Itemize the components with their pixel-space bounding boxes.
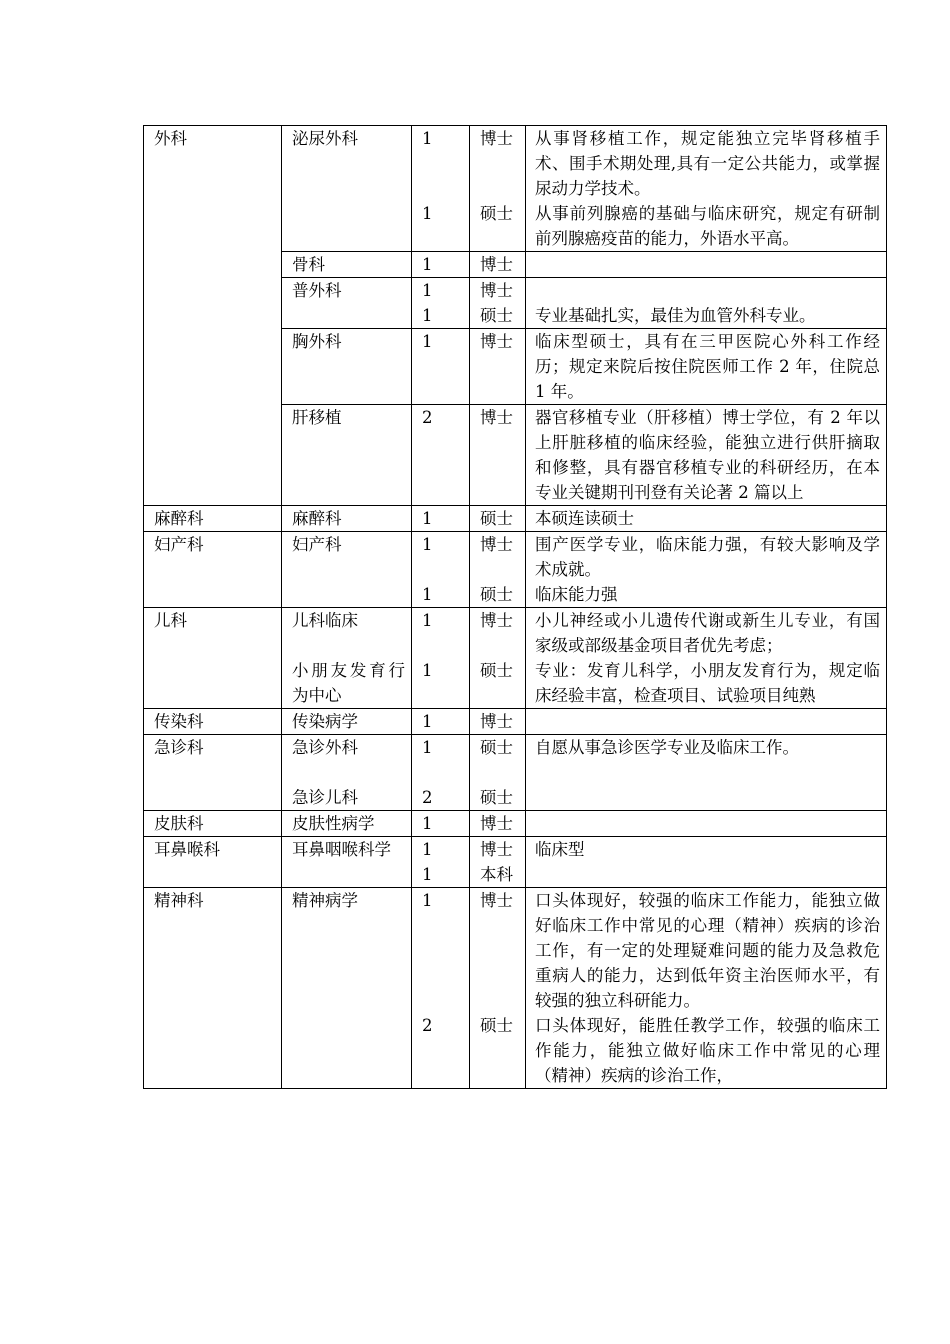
requirement-cell	[526, 811, 887, 837]
department-cell: 皮肤科	[144, 811, 282, 837]
headcount-cell: 1 1	[412, 278, 470, 329]
degree-cell: 硕士 硕士	[470, 735, 526, 811]
subdepartment-cell: 急诊外科 急诊儿科	[282, 735, 412, 811]
recruitment-table	[143, 125, 887, 1089]
headcount-cell: 1	[412, 252, 470, 278]
department-cell: 外科	[144, 126, 282, 506]
degree-cell: 博士 硕士	[470, 608, 526, 709]
headcount-cell: 1 1	[412, 126, 470, 252]
degree-cell: 博士	[470, 405, 526, 506]
subdepartment-cell: 泌尿外科	[282, 126, 412, 252]
headcount-cell: 1 2	[412, 888, 470, 1089]
degree-cell: 博士 硕士	[470, 532, 526, 608]
subdepartment-cell: 胸外科	[282, 329, 412, 405]
degree-cell: 博士	[470, 329, 526, 405]
table-row	[144, 608, 887, 709]
table-row	[144, 709, 887, 735]
department-cell: 妇产科	[144, 532, 282, 608]
requirement-cell: 口头体现好，较强的临床工作能力，能独立做好临床工作中常见的心理（精神）疾病的诊治工作，有一定的处理疑难问题的能力及急救危重病人的能力，达到低年资主治医师水平，有较强的独立科研能力。 口头体现好，能胜任教学工作，较强的临床工作能力，能独立做好临床工作中常见的心理（精神）疾病的诊治工作，	[526, 888, 887, 1089]
subdepartment-cell: 妇产科	[282, 532, 412, 608]
requirement-cell: 临床型	[526, 837, 887, 888]
department-cell: 急诊科	[144, 735, 282, 811]
degree-cell: 博士	[470, 811, 526, 837]
requirement-cell: 本硕连读硕士	[526, 506, 887, 532]
department-cell: 传染科	[144, 709, 282, 735]
table-row	[144, 837, 887, 888]
table-row	[144, 888, 887, 1089]
department-cell: 麻醉科	[144, 506, 282, 532]
subdepartment-cell: 肝移植	[282, 405, 412, 506]
department-cell: 精神科	[144, 888, 282, 1089]
headcount-cell: 1 1	[412, 532, 470, 608]
degree-cell: 博士	[470, 252, 526, 278]
table-row	[144, 735, 887, 811]
requirement-cell: 围产医学专业，临床能力强，有较大影响及学术成就。 临床能力强	[526, 532, 887, 608]
requirement-cell	[526, 709, 887, 735]
degree-cell: 博士 硕士	[470, 126, 526, 252]
headcount-cell: 1	[412, 329, 470, 405]
headcount-cell: 1 1	[412, 837, 470, 888]
table-row	[144, 506, 887, 532]
subdepartment-cell: 骨科	[282, 252, 412, 278]
headcount-cell: 2	[412, 405, 470, 506]
table-row	[144, 811, 887, 837]
subdepartment-cell: 麻醉科	[282, 506, 412, 532]
department-cell: 耳鼻喉科	[144, 837, 282, 888]
table-row	[144, 532, 887, 608]
subdepartment-cell: 普外科	[282, 278, 412, 329]
table-row	[144, 126, 887, 252]
subdepartment-cell: 皮肤性病学	[282, 811, 412, 837]
headcount-cell: 1	[412, 811, 470, 837]
degree-cell: 博士	[470, 709, 526, 735]
degree-cell: 博士 硕士	[470, 888, 526, 1089]
requirement-cell: 从事肾移植工作，规定能独立完毕肾移植手术、围手术期处理,具有一定公共能力，或掌握尿动力学技术。 从事前列腺癌的基础与临床研究，规定有研制前列腺癌疫苗的能力，外语水平高。	[526, 126, 887, 252]
degree-cell: 博士 本科	[470, 837, 526, 888]
requirement-cell: 小儿神经或小儿遗传代谢或新生儿专业，有国家级或部级基金项目者优先考虑； 专业：发育儿科学，小朋友发育行为，规定临床经验丰富，检查项目、试验项目纯熟	[526, 608, 887, 709]
degree-cell: 博士 硕士	[470, 278, 526, 329]
requirement-cell: 专业基础扎实，最佳为血管外科专业。	[526, 278, 887, 329]
requirement-cell: 器官移植专业（肝移植）博士学位，有 2 年以上肝脏移植的临床经验，能独立进行供肝摘取和修整，具有器官移植专业的科研经历，在本专业关键期刊刊登有关论著 2 篇以上	[526, 405, 887, 506]
subdepartment-cell: 精神病学	[282, 888, 412, 1089]
department-cell: 儿科	[144, 608, 282, 709]
subdepartment-cell: 传染病学	[282, 709, 412, 735]
subdepartment-cell: 儿科临床 小朋友发育行为中心	[282, 608, 412, 709]
subdepartment-cell: 耳鼻咽喉科学	[282, 837, 412, 888]
headcount-cell: 1 1	[412, 608, 470, 709]
headcount-cell: 1	[412, 709, 470, 735]
requirement-cell	[526, 252, 887, 278]
requirement-cell: 临床型硕士，具有在三甲医院心外科工作经历；规定来院后按住院医师工作 2 年，住院总 1 年。	[526, 329, 887, 405]
headcount-cell: 1	[412, 506, 470, 532]
headcount-cell: 1 2	[412, 735, 470, 811]
degree-cell: 硕士	[470, 506, 526, 532]
requirement-cell: 自愿从事急诊医学专业及临床工作。	[526, 735, 887, 811]
